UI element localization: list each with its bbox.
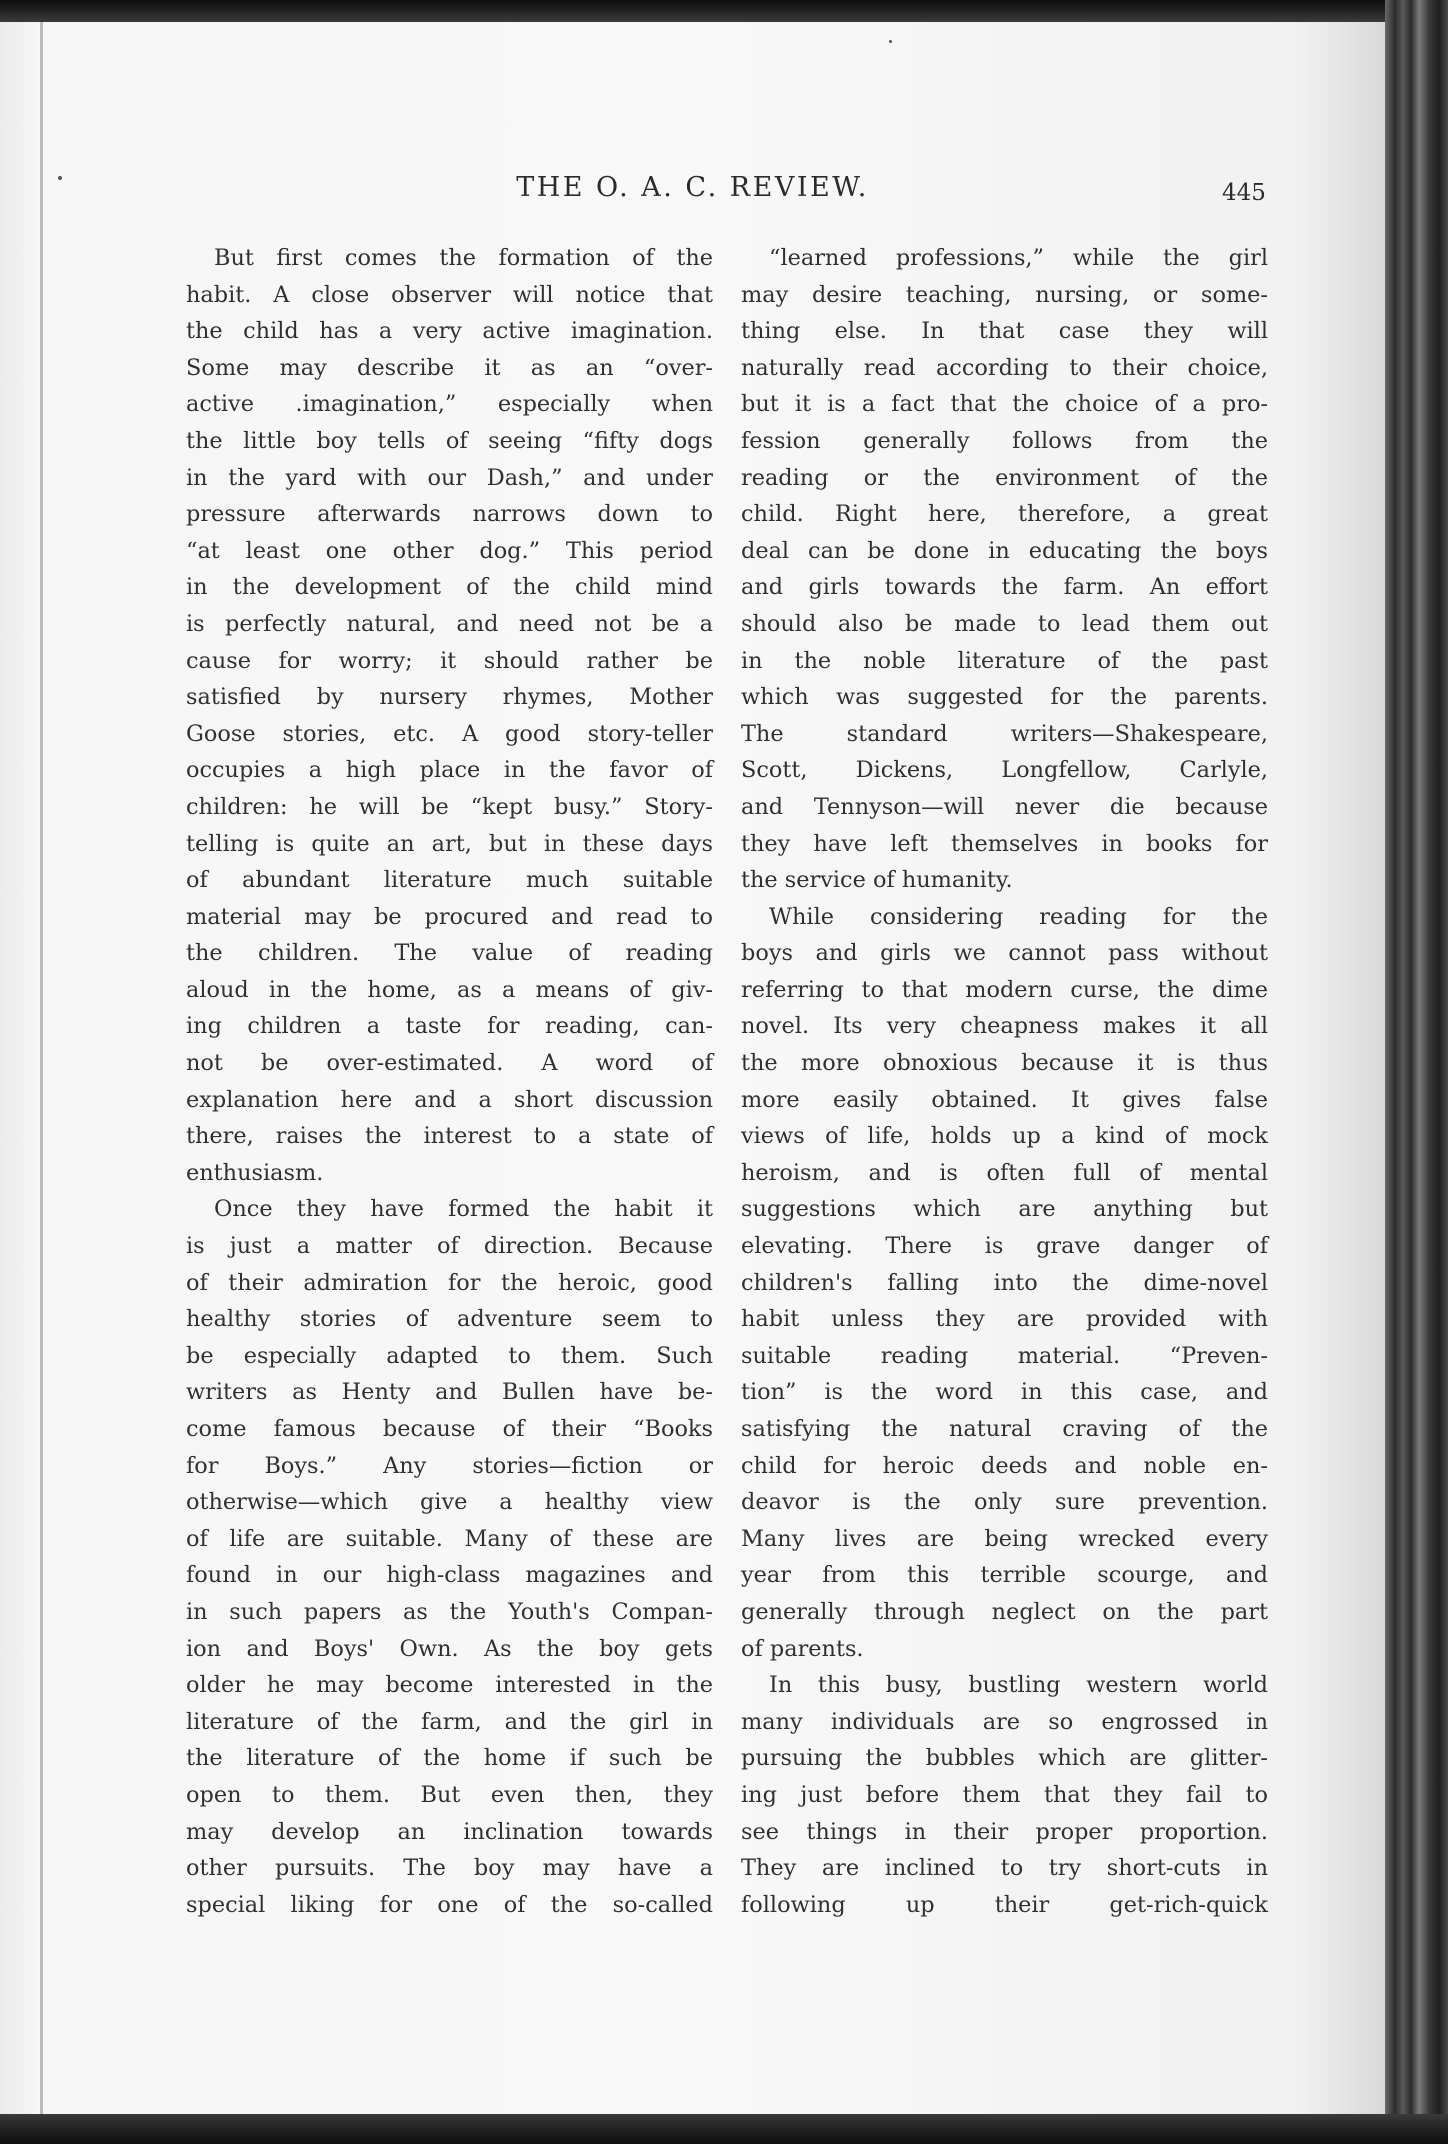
paragraph xyxy=(741,899,1268,1667)
text-line: satisfying the natural craving of the xyxy=(741,1416,1268,1442)
page-number: 445 xyxy=(1222,180,1266,206)
text-line: heroism, and is often full of mental xyxy=(741,1159,1268,1186)
text-line: ion and Boys' Own. As the boy gets xyxy=(186,1635,713,1662)
text-line: of life are suitable. Many of these are xyxy=(186,1525,713,1552)
text-line: material may be procured and read to xyxy=(186,903,713,930)
paragraph xyxy=(186,1191,713,1923)
text-line: While considering reading for the xyxy=(769,903,1268,930)
text-line: pressure afterwards narrows down to xyxy=(186,501,713,528)
text-line: naturally read according to their choice, xyxy=(741,354,1268,381)
text-line: fession generally follows from the xyxy=(741,427,1268,454)
text-line: special liking for one of the so-called xyxy=(186,1891,713,1918)
text-line: children's falling into the dime-novel xyxy=(741,1269,1268,1296)
text-line: The standard writers—Shakespeare, xyxy=(741,720,1268,747)
text-line: the children. The value of reading xyxy=(186,940,713,967)
left-text-column xyxy=(186,240,713,1923)
text-line: may develop an inclination towards xyxy=(186,1818,713,1845)
text-line: the more obnoxious because it is thus xyxy=(741,1050,1268,1077)
text-line: Scott, Dickens, Longfellow, Carlyle, xyxy=(741,757,1268,784)
text-line: cause for worry; it should rather be xyxy=(186,647,713,674)
text-line: aloud in the home, as a means of giv- xyxy=(186,976,713,1003)
paragraph xyxy=(741,1667,1268,1923)
text-line: occupies a high place in the favor of xyxy=(186,757,713,784)
text-line: the child has a very active imagination. xyxy=(186,318,713,345)
text-line: In this busy, bustling western world xyxy=(769,1672,1268,1699)
text-line: come famous because of their “Books xyxy=(186,1416,713,1442)
text-line: and girls towards the farm. An effort xyxy=(741,574,1268,601)
text-line: open to them. But even then, they xyxy=(186,1781,713,1808)
text-line: found in our high-class magazines and xyxy=(186,1562,713,1589)
text-line: for Boys.” Any stories—fiction or xyxy=(186,1452,713,1479)
text-line: there, raises the interest to a state of xyxy=(186,1123,713,1150)
text-line: more easily obtained. It gives false xyxy=(741,1086,1268,1113)
text-line: They are inclined to try short-cuts in xyxy=(741,1855,1268,1882)
text-line: of parents. xyxy=(741,1635,864,1662)
text-line: pursuing the bubbles which are glitter- xyxy=(741,1745,1268,1772)
text-line: is perfectly natural, and need not be a xyxy=(186,610,713,637)
text-line: see things in their proper proportion. xyxy=(741,1818,1268,1845)
text-line: deal can be done in educating the boys xyxy=(741,537,1268,564)
text-line: the literature of the home if such be xyxy=(186,1745,713,1772)
text-line: following up their get-rich-quick xyxy=(741,1891,1268,1918)
text-line: elevating. There is grave danger of xyxy=(741,1233,1268,1260)
text-line: should also be made to lead them out xyxy=(741,610,1268,637)
text-line: deavor is the only sure prevention. xyxy=(741,1489,1268,1516)
text-line: older he may become interested in the xyxy=(186,1672,713,1699)
text-line: views of life, holds up a kind of mock xyxy=(741,1123,1268,1150)
text-line: enthusiasm. xyxy=(186,1159,324,1186)
text-line: thing else. In that case they will xyxy=(741,318,1268,345)
text-line: which was suggested for the parents. xyxy=(741,684,1268,711)
text-line: ing just before them that they fail to xyxy=(741,1781,1268,1808)
text-line: otherwise—which give a healthy view xyxy=(186,1489,713,1516)
text-line: tion” is the word in this case, and xyxy=(741,1379,1268,1406)
text-line: habit. A close observer will notice that xyxy=(186,281,713,308)
journal-title: THE O. A. C. REVIEW. xyxy=(516,172,869,203)
text-line: literature of the farm, and the girl in xyxy=(186,1708,713,1735)
text-line: Some may describe it as an “over- xyxy=(186,354,713,381)
text-line: suggestions which are anything but xyxy=(741,1196,1268,1223)
paper-speck xyxy=(889,40,892,43)
book-binding-edge xyxy=(1385,0,1448,2144)
text-line: children: he will be “kept busy.” Story- xyxy=(186,793,713,820)
text-line: “learned professions,” while the girl xyxy=(769,245,1268,271)
text-line: in the development of the child mind xyxy=(186,574,713,601)
text-line: healthy stories of adventure seem to xyxy=(186,1306,713,1333)
text-line: year from this terrible scourge, and xyxy=(741,1562,1268,1589)
text-line: the service of humanity. xyxy=(741,867,1013,894)
text-line: novel. Its very cheapness makes it all xyxy=(741,1013,1268,1040)
text-line: in the noble literature of the past xyxy=(741,647,1268,674)
text-line: in the yard with our Dash,” and under xyxy=(186,464,713,491)
text-line: writers as Henty and Bullen have be- xyxy=(186,1379,713,1406)
text-line: in such papers as the Youth's Compan- xyxy=(186,1598,713,1625)
text-line: Goose stories, etc. A good story-teller xyxy=(186,720,713,747)
running-header xyxy=(0,172,1385,222)
left-page-edge xyxy=(40,22,43,2114)
text-line: of their admiration for the heroic, good xyxy=(186,1269,713,1296)
text-line: and Tennyson—will never die because xyxy=(741,793,1268,820)
text-line: the little boy tells of seeing “fifty dogs xyxy=(186,427,713,454)
text-line: many individuals are so engrossed in xyxy=(741,1708,1268,1735)
text-line: boys and girls we cannot pass without xyxy=(741,940,1268,967)
text-line: reading or the environment of the xyxy=(741,464,1268,491)
text-line: Once they have formed the habit it xyxy=(214,1196,713,1223)
text-line: But first comes the formation of the xyxy=(214,245,713,271)
text-line: not be over-estimated. A word of xyxy=(186,1050,713,1077)
text-line: is just a matter of direction. Because xyxy=(186,1233,713,1260)
text-line: referring to that modern curse, the dime xyxy=(741,976,1268,1003)
text-line: may desire teaching, nursing, or some- xyxy=(741,281,1268,308)
text-line: explanation here and a short discussion xyxy=(186,1086,713,1113)
text-line: child. Right here, therefore, a great xyxy=(741,501,1268,528)
text-line: generally through neglect on the part xyxy=(741,1598,1268,1625)
text-line: suitable reading material. “Preven- xyxy=(741,1342,1268,1369)
text-line: child for heroic deeds and noble en- xyxy=(741,1452,1268,1479)
text-line: active .imagination,” especially when xyxy=(186,391,713,418)
text-line: other pursuits. The boy may have a xyxy=(186,1855,713,1882)
scan-bottom-edge xyxy=(0,2114,1448,2144)
text-line: Many lives are being wrecked every xyxy=(741,1525,1268,1552)
text-line: “at least one other dog.” This period xyxy=(186,537,713,564)
text-line: telling is quite an art, but in these days xyxy=(186,830,713,857)
paragraph xyxy=(186,240,713,1191)
scan-top-edge xyxy=(0,0,1448,22)
text-line: they have left themselves in books for xyxy=(741,830,1268,857)
text-line: of abundant literature much suitable xyxy=(186,867,713,894)
text-line: but it is a fact that the choice of a pro- xyxy=(741,391,1268,418)
right-text-column xyxy=(741,240,1268,1923)
text-line: satisfied by nursery rhymes, Mother xyxy=(186,684,713,711)
text-line: be especially adapted to them. Such xyxy=(186,1342,713,1369)
paragraph xyxy=(741,240,1268,899)
text-line: habit unless they are provided with xyxy=(741,1306,1268,1333)
text-line: ing children a taste for reading, can- xyxy=(186,1013,713,1040)
